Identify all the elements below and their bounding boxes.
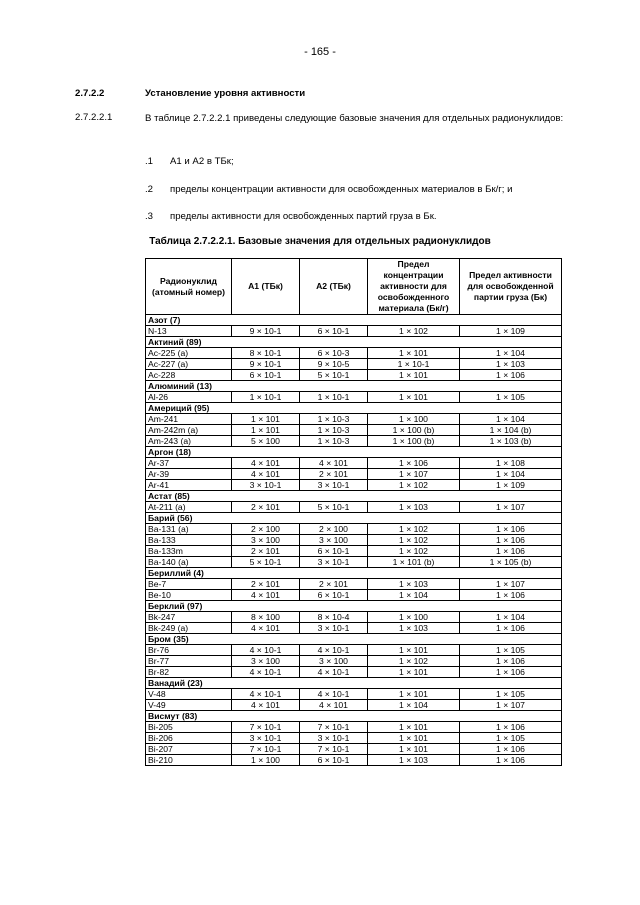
a1-cell: 4 × 10-1: [232, 645, 300, 656]
list-text: пределы активности для освобожденных партий груза в Бк.: [170, 211, 437, 222]
element-group-row: [146, 315, 562, 326]
section-title: Установление уровня активности: [145, 88, 306, 99]
a1-cell: 4 × 101: [232, 458, 300, 469]
concentration-cell: 1 × 104: [368, 590, 460, 601]
activity-cell: 1 × 107: [460, 700, 562, 711]
concentration-cell: 1 × 100: [368, 612, 460, 623]
concentration-cell: 1 × 101: [368, 645, 460, 656]
concentration-cell: 1 × 101: [368, 392, 460, 403]
a1-cell: 1 × 101: [232, 414, 300, 425]
element-group-row: [146, 678, 562, 689]
activity-cell: 1 × 104: [460, 469, 562, 480]
nuclide-cell: Bk-247: [146, 612, 232, 623]
list-text: А1 и А2 в ТБк;: [170, 156, 234, 167]
table-row: [146, 700, 562, 711]
activity-cell: 1 × 109: [460, 326, 562, 337]
element-group-row: [146, 447, 562, 458]
concentration-cell: 1 × 101 (b): [368, 557, 460, 568]
activity-cell: 1 × 106: [460, 590, 562, 601]
activity-cell: 1 × 108: [460, 458, 562, 469]
a1-cell: 3 × 10-1: [232, 480, 300, 491]
table-row: [146, 502, 562, 513]
table-row: [146, 667, 562, 678]
element-group-label: Актиний (89): [146, 337, 562, 348]
nuclide-cell: Br-77: [146, 656, 232, 667]
concentration-cell: 1 × 103: [368, 755, 460, 766]
a1-cell: 3 × 10-1: [232, 733, 300, 744]
activity-cell: 1 × 105: [460, 392, 562, 403]
a2-cell: 4 × 101: [300, 458, 368, 469]
a1-cell: 1 × 10-1: [232, 392, 300, 403]
concentration-cell: 1 × 102: [368, 656, 460, 667]
a2-cell: 6 × 10-3: [300, 348, 368, 359]
concentration-cell: 1 × 100: [368, 414, 460, 425]
a1-cell: 4 × 101: [232, 700, 300, 711]
a2-cell: 3 × 10-1: [300, 623, 368, 634]
table-row: [146, 579, 562, 590]
activity-cell: 1 × 105: [460, 733, 562, 744]
activity-cell: 1 × 105: [460, 645, 562, 656]
concentration-cell: 1 × 102: [368, 480, 460, 491]
header-a2: A2 (ТБк): [300, 259, 368, 315]
table-row: [146, 656, 562, 667]
activity-cell: 1 × 107: [460, 579, 562, 590]
list-text: пределы концентрации активности для освобожденных материалов в Бк/г; и: [170, 184, 513, 195]
table-row: [146, 744, 562, 755]
a2-cell: 4 × 101: [300, 700, 368, 711]
table-body: [146, 315, 562, 766]
concentration-cell: 1 × 100 (b): [368, 425, 460, 436]
element-group-row: [146, 381, 562, 392]
a2-cell: 1 × 10-3: [300, 436, 368, 447]
subsection-text: В таблице 2.7.2.2.1 приведены следующие базовые значения для отдельных радионуклидов:: [145, 113, 564, 124]
a2-cell: 4 × 10-1: [300, 645, 368, 656]
a2-cell: 4 × 10-1: [300, 667, 368, 678]
nuclide-cell: Br-82: [146, 667, 232, 678]
concentration-cell: 1 × 101: [368, 733, 460, 744]
list-marker: .2: [145, 184, 154, 195]
a2-cell: 6 × 10-1: [300, 590, 368, 601]
activity-cell: 1 × 105: [460, 689, 562, 700]
element-group-row: [146, 634, 562, 645]
element-group-label: Алюминий (13): [146, 381, 562, 392]
concentration-cell: 1 × 104: [368, 700, 460, 711]
nuclide-cell: Al-26: [146, 392, 232, 403]
activity-cell: 1 × 106: [460, 535, 562, 546]
concentration-cell: 1 × 103: [368, 579, 460, 590]
activity-cell: 1 × 106: [460, 546, 562, 557]
a1-cell: 3 × 100: [232, 656, 300, 667]
element-group-row: [146, 711, 562, 722]
a2-cell: 3 × 10-1: [300, 557, 368, 568]
nuclide-cell: Ac-228: [146, 370, 232, 381]
nuclide-cell: Be-10: [146, 590, 232, 601]
nuclide-cell: Ba-133: [146, 535, 232, 546]
concentration-cell: 1 × 101: [368, 348, 460, 359]
table-row: [146, 733, 562, 744]
nuclide-cell: Ar-41: [146, 480, 232, 491]
activity-cell: 1 × 103 (b): [460, 436, 562, 447]
concentration-cell: 1 × 10-1: [368, 359, 460, 370]
nuclide-cell: Be-7: [146, 579, 232, 590]
element-group-row: [146, 601, 562, 612]
a2-cell: 1 × 10-3: [300, 425, 368, 436]
concentration-cell: 1 × 102: [368, 326, 460, 337]
activity-cell: 1 × 103: [460, 359, 562, 370]
element-group-label: Берклий (97): [146, 601, 562, 612]
a1-cell: 9 × 10-1: [232, 359, 300, 370]
table-row: [146, 326, 562, 337]
concentration-cell: 1 × 106: [368, 458, 460, 469]
a2-cell: 2 × 101: [300, 469, 368, 480]
element-group-row: [146, 513, 562, 524]
activity-cell: 1 × 106: [460, 656, 562, 667]
table-row: [146, 436, 562, 447]
a1-cell: 8 × 100: [232, 612, 300, 623]
a1-cell: 3 × 100: [232, 535, 300, 546]
a1-cell: 2 × 101: [232, 579, 300, 590]
a2-cell: 1 × 10-3: [300, 414, 368, 425]
nuclide-cell: Bi-210: [146, 755, 232, 766]
nuclide-cell: Am-241: [146, 414, 232, 425]
nuclide-cell: N-13: [146, 326, 232, 337]
section-number: 2.7.2.2: [75, 88, 105, 99]
subsection-number: 2.7.2.2.1: [75, 112, 113, 123]
activity-cell: 1 × 106: [460, 667, 562, 678]
a1-cell: 2 × 101: [232, 502, 300, 513]
table-row: [146, 370, 562, 381]
a2-cell: 7 × 10-1: [300, 722, 368, 733]
a2-cell: 7 × 10-1: [300, 744, 368, 755]
nuclide-cell: V-48: [146, 689, 232, 700]
activity-cell: 1 × 104 (b): [460, 425, 562, 436]
nuclide-cell: Bi-207: [146, 744, 232, 755]
nuclide-cell: Ba-133m: [146, 546, 232, 557]
a2-cell: 3 × 10-1: [300, 733, 368, 744]
concentration-cell: 1 × 102: [368, 546, 460, 557]
concentration-cell: 1 × 103: [368, 502, 460, 513]
table-row: [146, 414, 562, 425]
element-group-label: Бериллий (4): [146, 568, 562, 579]
activity-cell: 1 × 106: [460, 524, 562, 535]
a1-cell: 5 × 10-1: [232, 557, 300, 568]
a2-cell: 9 × 10-5: [300, 359, 368, 370]
a1-cell: 7 × 10-1: [232, 722, 300, 733]
table-row: [146, 689, 562, 700]
nuclide-cell: Ar-37: [146, 458, 232, 469]
table-row: [146, 546, 562, 557]
activity-cell: 1 × 107: [460, 502, 562, 513]
a1-cell: 6 × 10-1: [232, 370, 300, 381]
a1-cell: 1 × 100: [232, 755, 300, 766]
table-row: [146, 755, 562, 766]
element-group-label: Бром (35): [146, 634, 562, 645]
table-row: [146, 348, 562, 359]
a1-cell: 4 × 101: [232, 623, 300, 634]
element-group-row: [146, 403, 562, 414]
a1-cell: 4 × 10-1: [232, 689, 300, 700]
nuclide-cell: Ac-225 (a): [146, 348, 232, 359]
element-group-label: Ванадий (23): [146, 678, 562, 689]
element-group-label: Висмут (83): [146, 711, 562, 722]
activity-cell: 1 × 106: [460, 755, 562, 766]
table-row: [146, 535, 562, 546]
table-title: Таблица 2.7.2.2.1. Базовые значения для отдельных радионуклидов: [149, 236, 491, 247]
a2-cell: 8 × 10-4: [300, 612, 368, 623]
nuclide-cell: Ac-227 (a): [146, 359, 232, 370]
table-row: [146, 557, 562, 568]
nuclide-cell: Br-76: [146, 645, 232, 656]
table-row: [146, 480, 562, 491]
activity-cell: 1 × 106: [460, 370, 562, 381]
a2-cell: 5 × 10-1: [300, 370, 368, 381]
a2-cell: 3 × 100: [300, 656, 368, 667]
a1-cell: 4 × 101: [232, 590, 300, 601]
concentration-cell: 1 × 101: [368, 744, 460, 755]
concentration-cell: 1 × 101: [368, 370, 460, 381]
table-row: [146, 392, 562, 403]
table-header-row: [146, 259, 562, 315]
nuclide-cell: Bi-206: [146, 733, 232, 744]
table-row: [146, 425, 562, 436]
element-group-row: [146, 568, 562, 579]
a2-cell: 3 × 100: [300, 535, 368, 546]
activity-cell: 1 × 106: [460, 623, 562, 634]
concentration-cell: 1 × 107: [368, 469, 460, 480]
activity-cell: 1 × 104: [460, 612, 562, 623]
a2-cell: 6 × 10-1: [300, 546, 368, 557]
concentration-cell: 1 × 100 (b): [368, 436, 460, 447]
nuclide-cell: V-49: [146, 700, 232, 711]
a1-cell: 2 × 100: [232, 524, 300, 535]
concentration-cell: 1 × 103: [368, 623, 460, 634]
activity-cell: 1 × 104: [460, 348, 562, 359]
list-marker: .3: [145, 211, 154, 222]
table-row: [146, 458, 562, 469]
a1-cell: 4 × 10-1: [232, 667, 300, 678]
header-a1: A1 (ТБк): [232, 259, 300, 315]
page-number: - 165 -: [304, 46, 336, 58]
nuclide-cell: Am-242m (a): [146, 425, 232, 436]
activity-cell: 1 × 105 (b): [460, 557, 562, 568]
concentration-cell: 1 × 102: [368, 535, 460, 546]
nuclide-cell: Am-243 (a): [146, 436, 232, 447]
a1-cell: 7 × 10-1: [232, 744, 300, 755]
table-row: [146, 612, 562, 623]
activity-cell: 1 × 104: [460, 414, 562, 425]
element-group-label: Барий (56): [146, 513, 562, 524]
a2-cell: 5 × 10-1: [300, 502, 368, 513]
a1-cell: 4 × 101: [232, 469, 300, 480]
concentration-cell: 1 × 101: [368, 722, 460, 733]
element-group-row: [146, 337, 562, 348]
a2-cell: 6 × 10-1: [300, 755, 368, 766]
a2-cell: 1 × 10-1: [300, 392, 368, 403]
a2-cell: 3 × 10-1: [300, 480, 368, 491]
table-row: [146, 722, 562, 733]
element-group-label: Астат (85): [146, 491, 562, 502]
nuclide-cell: Ba-140 (a): [146, 557, 232, 568]
nuclide-cell: At-211 (a): [146, 502, 232, 513]
header-radionuclide: Радионуклид (атомный номер): [146, 259, 232, 315]
element-group-label: Азот (7): [146, 315, 562, 326]
table-row: [146, 623, 562, 634]
list-marker: .1: [145, 156, 154, 167]
concentration-cell: 1 × 102: [368, 524, 460, 535]
table-row: [146, 590, 562, 601]
a1-cell: 2 × 101: [232, 546, 300, 557]
table-row: [146, 359, 562, 370]
table-row: [146, 645, 562, 656]
a1-cell: 1 × 101: [232, 425, 300, 436]
a1-cell: 9 × 10-1: [232, 326, 300, 337]
a2-cell: 2 × 100: [300, 524, 368, 535]
a1-cell: 8 × 10-1: [232, 348, 300, 359]
activity-cell: 1 × 109: [460, 480, 562, 491]
concentration-cell: 1 × 101: [368, 689, 460, 700]
header-concentration-limit: Предел концентрации активности для освобожденного материала (Бк/г): [368, 259, 460, 315]
a2-cell: 4 × 10-1: [300, 689, 368, 700]
concentration-cell: 1 × 101: [368, 667, 460, 678]
nuclide-cell: Ba-131 (a): [146, 524, 232, 535]
element-group-label: Аргон (18): [146, 447, 562, 458]
a2-cell: 6 × 10-1: [300, 326, 368, 337]
nuclide-cell: Bk-249 (a): [146, 623, 232, 634]
activity-cell: 1 × 106: [460, 722, 562, 733]
element-group-row: [146, 491, 562, 502]
table-row: [146, 469, 562, 480]
table-row: [146, 524, 562, 535]
nuclide-cell: Bi-205: [146, 722, 232, 733]
element-group-label: Америций (95): [146, 403, 562, 414]
nuclide-cell: Ar-39: [146, 469, 232, 480]
radionuclide-table: [145, 258, 562, 766]
a1-cell: 5 × 100: [232, 436, 300, 447]
a2-cell: 2 × 101: [300, 579, 368, 590]
activity-cell: 1 × 106: [460, 744, 562, 755]
header-activity-limit: Предел активности для освобожденной партии груза (Бк): [460, 259, 562, 315]
